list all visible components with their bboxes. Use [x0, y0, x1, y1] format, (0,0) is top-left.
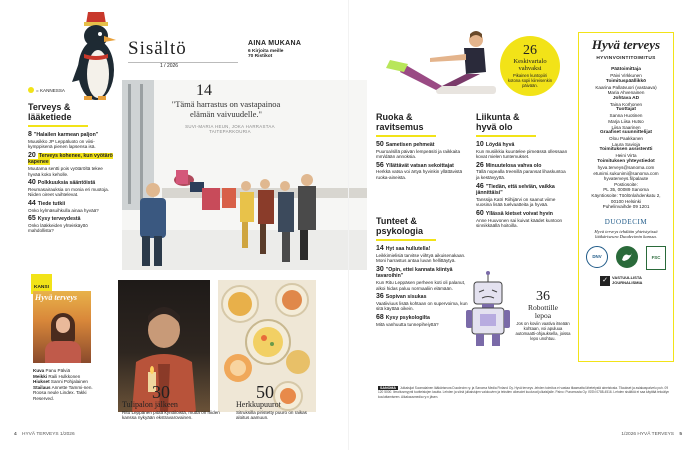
toc-entry[interactable]: [476, 142, 568, 160]
entry-page-number: 8: [28, 131, 32, 138]
footer-left: [14, 432, 75, 437]
section-title: Tunteet & psykologia: [376, 216, 424, 236]
feature-text: Sitruksilla piristetty puuro on raikas aloitus aamuun.: [236, 410, 307, 421]
section-liikunta: [476, 112, 568, 232]
entry-page-number: 68: [376, 313, 384, 321]
footer-right: [621, 432, 682, 437]
fine-print: [378, 386, 674, 399]
entry-title: Polkkuuksia sääntöistä: [37, 180, 96, 187]
entry-description: Muutama sentti pois vyötäröltä tekee hyvää koko keholle.: [28, 165, 103, 177]
entry-title: Sopivan sisukas: [385, 294, 427, 301]
entry-page-number: 65: [28, 215, 36, 223]
entry-page-number: 20: [28, 151, 36, 159]
entry-page-number: 50: [376, 141, 384, 148]
staff-name: Heini Virta: [615, 153, 637, 159]
contents-title-block: [128, 38, 224, 69]
staff-name: PL 35, 00089 Sanoma: [603, 187, 649, 193]
swan-label-icon: [616, 246, 638, 268]
section-terveys: [28, 102, 114, 237]
toc-entry[interactable]: [28, 201, 114, 213]
entry-page-number: 46: [476, 182, 484, 190]
page-number: 4: [14, 432, 17, 437]
entry-description: Tällä nopealla treenillä paransat lihaskuntoa ja kestävyyttä.: [476, 169, 566, 180]
kansi-credits: Kuva Panu Pälviä Meikki Raili Hulkkonen Hiukset Sanni Pohjalainen Stailaus Annette Tammi-nen. Roosa neule Lindex. Takki Reserved.: [33, 368, 93, 401]
staff-name: Marja Liisa Hutso: [608, 118, 644, 124]
jsn-check-icon: ✓: [600, 276, 610, 286]
publisher-motto: Hyvä terveys tehdään yhteistyössä lääkäriseura Duodecimin kanssa.: [594, 228, 658, 240]
masthead-box: [578, 32, 674, 362]
fine-print-text: SANOMA Julkaisijat Suomalainen lääkäriseura Duodecim ry. ja Sanoma Media Finland Oy. Hyvä terveys -lehden toimitus ei vastaa tilaamatta lähetetystä aineistosta. Tilaukset ja asiakaspalvelu puh. 09 120 5000. Ilmoitusmyynti tuotteistojen kautta. Lehden ja siinä julkaistujen valokuvien ja tekstien oikeudet kuuluvat julkaisijalle. Paino: Punamusta Oy. ISSN 0788-4516. Lehden sisältöä ei saa käyttää tekoälyn kouluttamiseen. Aikakausmedia ry:n jäsen.: [378, 386, 670, 399]
aina-mukana-title: AINA MUKANA: [248, 40, 302, 47]
section-title: Liikunta & hyvä olo: [476, 112, 520, 132]
callout-text: Jos on koviin vaativa itseään kohtaan, voi apuluua automaatti-ohjauksella, joissa lepo unohtuu.: [515, 321, 571, 341]
staff-name: hyva.terveys@sanoma.com: [597, 164, 655, 170]
toc-entry[interactable]: [28, 216, 114, 234]
toc-entry[interactable]: [476, 211, 568, 229]
entry-page-number: 56: [376, 161, 384, 169]
feature-text: Ritu Leppänen pitää kynttilöistä, mutta on niiden kanssa nykyään ekstravarovainen.: [122, 410, 220, 421]
feature-number: 14: [196, 82, 212, 99]
entry-description: Mitä vanhuutta tunnepiheiyttä?: [376, 321, 439, 327]
page-title: Sisältö: [128, 38, 187, 59]
entry-description: Reumasairauksia on monia eri muotoja. Niiden oireet vaihtelevat.: [28, 186, 109, 198]
toc-entry[interactable]: [476, 184, 568, 208]
entry-title: "Opin, ettei kannata kiintyä tavaroihin": [376, 266, 453, 280]
cover-marker-label: = KANNESSA: [36, 87, 65, 93]
entry-title: Yllässä kietset voivat hyvin: [485, 210, 553, 217]
entry-page-number: 14: [376, 245, 384, 252]
staff-name: Olou Paakkanen: [609, 136, 643, 142]
entry-title: Kysy terveydestä: [37, 216, 81, 223]
cover-person-face: [56, 317, 70, 333]
entry-description: Vaatiiviuus lisää kohtaan on supervoima, kun sitä käyttää oikein.: [376, 300, 468, 312]
staff-name: Puhelinvaihde 09 1201: [602, 204, 650, 210]
entry-description: Onko lääkkeiden yhteiskäyttö mahdollista?: [28, 222, 88, 234]
section-rule: [376, 135, 436, 137]
entry-title: Hyt saa hullutella!: [385, 246, 431, 252]
staff-role: Päätoimittaja: [611, 67, 641, 72]
staff-name: Päivi Virkkunen: [610, 73, 642, 78]
section-ruoka: [376, 112, 468, 184]
staff-name: hyvaterveys.fi/palaute: [603, 176, 649, 182]
entry-description: Herkkä vatsa voi ärtyä hyvinkin yllättävistä ruoka-aineista.: [376, 169, 463, 180]
entry-title: Kysy psykologilta: [385, 314, 430, 321]
staff-role: Graafiset suunnittelijat: [600, 130, 652, 136]
bottom-feature-50: [236, 384, 318, 421]
toc-entry[interactable]: [28, 180, 114, 198]
badge-number: 26: [523, 43, 537, 58]
toc-entry[interactable]: [376, 163, 468, 181]
sanoma-label: SANOMA: [380, 386, 396, 390]
issue-number: 1 / 2026: [160, 63, 179, 69]
entry-description: Puuroa/sillä päivän lempeäsiti ja raikkaita mm/dään annoksia.: [376, 148, 461, 160]
section-rule: [376, 239, 436, 241]
cover-marker: [28, 87, 65, 93]
staff-name: Kaarina Pallatvuori (vastaava): [595, 84, 657, 90]
entry-title: "Tiedän, että selviän, vaikka jännittäisi": [476, 183, 555, 197]
entry-page-number: 60: [476, 209, 484, 217]
feature-title: Tulipalon jälkeen: [122, 400, 178, 409]
aina-item: 6 Kirjoita meille: [248, 49, 284, 54]
entry-description: Onko kylmäsuihkulla ainaa hyvää?: [28, 207, 99, 213]
workout-badge: [500, 36, 560, 96]
staff-name: Maria Ahvenainen: [607, 90, 645, 96]
entry-title: Yllättävät vatsan sekoittajat: [385, 162, 454, 169]
entry-page-number: 10: [476, 141, 484, 148]
cover-mag-title: Hyvä terveys: [35, 293, 77, 302]
toc-entry[interactable]: [376, 246, 468, 264]
workout-illustration: [380, 28, 498, 106]
staff-name: Postiosoite:: [614, 181, 638, 187]
entry-title: Terveys kohenee, kun vyötärö kapenee: [28, 152, 113, 166]
entry-description: Anne Huuvonen sai kuivat käädet kuntoon sinnikkäällä hoitoilla.: [476, 217, 563, 229]
callout-title: Robottille lepoa: [528, 303, 558, 320]
footer-text: HYVÄ TERVEYS 1/2026: [22, 432, 75, 437]
dnv-badge-icon: DNV: [586, 246, 608, 268]
feature-number: 50: [256, 382, 274, 402]
penguin-illustration: [66, 10, 126, 108]
entry-title: Tiede tutkii: [37, 200, 66, 207]
cover-thumbnail: [33, 291, 91, 363]
staff-name: Taina Korhonen: [609, 101, 643, 107]
entry-title: Minuutelosa vahva olo: [485, 162, 542, 169]
robot-callout: [514, 290, 572, 341]
section-rule: [476, 135, 536, 137]
toc-entry[interactable]: [376, 142, 468, 160]
entry-page-number: 44: [28, 199, 36, 207]
feature-caption: SUVI-MARIA HEUN, JOKA HARRASTAA TAITEPARKOURIA: [185, 124, 275, 135]
entry-description: Muusikko JP Leppäluoto on viisi-kymppisenä pienen lapsensa isä.: [28, 138, 96, 150]
section-title: Terveys & lääketiede: [28, 102, 72, 122]
toc-entry[interactable]: [28, 132, 114, 150]
entry-page-number: 26: [476, 161, 484, 169]
bottom-feature-30: [122, 384, 232, 421]
entry-description: Leikkimielisiä tarvitse viihtyä aikuisenakaan. Moni harrastus antaa luvan hellittäytyä.: [376, 252, 466, 264]
badge-text: Pikainen kuntopiiri kotona sopii kiireisenkin päivään.: [507, 73, 553, 88]
entry-page-number: 30: [376, 265, 384, 273]
kansi-tag: KANSI: [31, 274, 52, 294]
entry-description: Tanssija Katri Riihijärvi on saanut viime vuosina lisää tuelvaatteita ja hyvää.: [476, 196, 556, 208]
cover-dot-icon: [28, 87, 34, 93]
page-number: 5: [679, 432, 682, 437]
certification-badges: [582, 246, 670, 270]
masthead-title: Hyvä terveys: [591, 37, 661, 52]
jsn-badge: ✓ VASTUULLISTA JOURNALISMIA: [582, 276, 670, 286]
section-tunteet: [376, 216, 468, 330]
cover-person-body: [45, 341, 81, 363]
staff-name: Laura Savioja: [611, 141, 641, 147]
staff-name: Sanna Huotinen: [609, 113, 643, 119]
entry-page-number: 36: [376, 293, 384, 301]
feature-title: Herkkupuurot: [236, 400, 281, 409]
footer-text: 1/2026 HYVÄ TERVEYS: [621, 432, 674, 437]
badge-title: Keskivartalo vahvaksi: [513, 58, 547, 72]
callout-number: 36: [536, 289, 550, 304]
header-rule: [128, 62, 238, 63]
aina-mukana-box: [248, 40, 328, 59]
entry-title: Löydä hyvä: [485, 142, 515, 148]
publisher-logo: DUODECIM: [604, 217, 648, 226]
staff-role: Tuottajat: [616, 107, 636, 113]
staff-role: Toimituksen assistentti: [599, 147, 653, 153]
entry-description: Kun Ritu Leppäsen perheen koti oli palanut, alkoi hidas paluu normaaliin elämään.: [376, 279, 466, 291]
toc-entry[interactable]: [376, 315, 468, 327]
entry-title: "Halailen karmean paljon": [33, 132, 99, 138]
staff-name: 00100 Helsinki: [610, 198, 642, 204]
staff-name: etunimi.sukunimi@sanoma.com: [593, 170, 659, 176]
feature-number: 30: [152, 382, 170, 402]
toc-entry[interactable]: [28, 153, 114, 177]
staff-role: Johtava AD: [612, 95, 640, 101]
feature-quote: "Tämä harrastus on vastapainoa elämän vaivuudelle.": [171, 99, 281, 119]
entry-description: Kun musiikkia kuuntelee pimeässä ollessaan kovat mielen tuntemukset.: [476, 148, 568, 160]
section-title: Ruoka & ravitsemus: [376, 112, 424, 132]
fsc-badge-icon: FSC: [646, 246, 666, 270]
entry-page-number: 40: [28, 179, 36, 187]
robot-illustration: [462, 270, 514, 348]
page-gutter: [348, 0, 349, 450]
toc-entry[interactable]: [476, 163, 568, 181]
staff-name: Liisa Saarinen: [611, 124, 641, 130]
staff-role: Toimituksen yhteystiedot: [597, 158, 655, 164]
toc-entry[interactable]: [376, 294, 468, 312]
aina-item: 70 Ristikot: [248, 54, 273, 59]
entry-title: Sametisen pehmeät: [385, 142, 435, 148]
staff-role: Toimituspäällikkö: [605, 78, 647, 84]
toc-entry[interactable]: [376, 267, 468, 291]
section-rule: [28, 125, 88, 127]
staff-name: Käyntiosoite: Töölönlahdenkatu 2,: [591, 192, 661, 198]
masthead-subtitle: HYVINVOINTITOIMITUS: [596, 56, 656, 61]
